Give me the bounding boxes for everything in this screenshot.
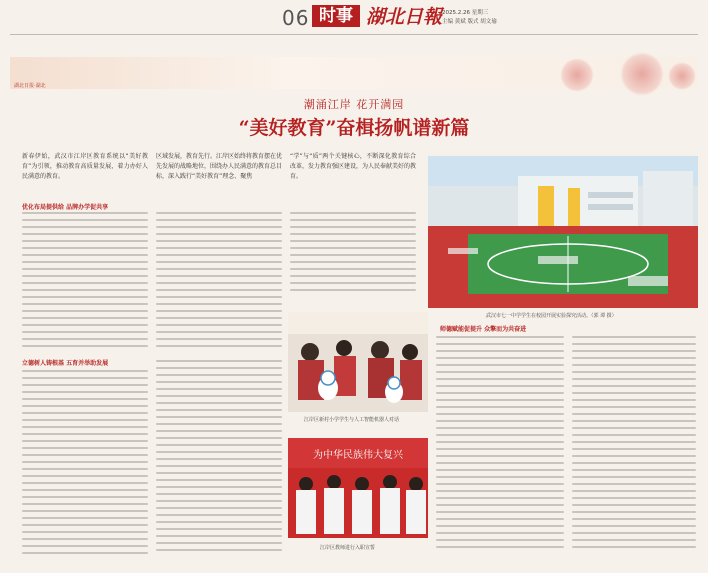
body-text-col2a [156,212,282,352]
lead-paragraph-col2: 区域发展，教育先行。江岸区始终将教育摆在优先发展的战略地位，围绕办人民满意的教育总目标，深入践行“美好教育”理念、聚焦 [156,153,283,180]
article-kicker: 潮涌江岸 花开满园 [303,98,405,111]
section-label: 时事 [312,5,360,27]
body-text-col3a [290,212,416,296]
body-text-col5 [572,336,696,553]
lead-paragraph-col3: “学”与“质”两个关键核心，不断深化教育综合改革，发力教育强区建设，为人民奉献美好的教育。 [290,153,417,180]
subhead-layout: 优化布局提供给 品牌办学促共享 [22,204,109,211]
flower-decoration [560,58,594,92]
page-number: 06 [282,6,310,30]
masthead [0,0,708,44]
article-headline: “美好教育”奋楫扬帆谱新篇 [238,117,470,139]
campus-photo [428,156,698,308]
flower-decoration [620,52,664,96]
lead-paragraph-col1: 新春伊始，武汉市江岸区教育系统以“美好教育”为引领，推动教育高质量发展，着力办好人民满意的教育。 [22,153,148,180]
subhead-moral-education: 立德树人铸根基 五育并举助发展 [22,360,109,367]
photo-caption-main: 武汉市七一中学学生在校园开展实验探究活动。（郭 谭 摄） [486,313,617,319]
flower-decoration [668,62,696,90]
robot-dialogue-photo [288,312,428,412]
editor-credit: 主编 黄斌 版式 胡文瑜 [442,19,497,25]
teacher-oath-photo [288,438,428,538]
newspaper-logo: 湖北日報 [366,6,443,28]
decorative-banner [10,57,698,89]
body-text-col1b [22,370,148,559]
body-text-col4 [436,336,564,553]
photo-caption-kids: 江岸区新村小学学生与人工智能机器人对话 [304,417,400,423]
photo-caption-teachers: 江岸区教师进行入职宣誓 [320,545,376,551]
masthead-rule [10,34,698,35]
issue-date: 2025.2.26 星期三 [442,10,489,16]
body-text-col1a [22,212,148,352]
subhead-teachers: 师德赋能促提升 众擎而为共奋进 [440,326,527,333]
banner-label: 湖北日报·湖北 [14,83,46,89]
body-text-col2b [156,360,282,556]
oath-sign-text: 为中华民族伟大复兴 [313,450,403,461]
